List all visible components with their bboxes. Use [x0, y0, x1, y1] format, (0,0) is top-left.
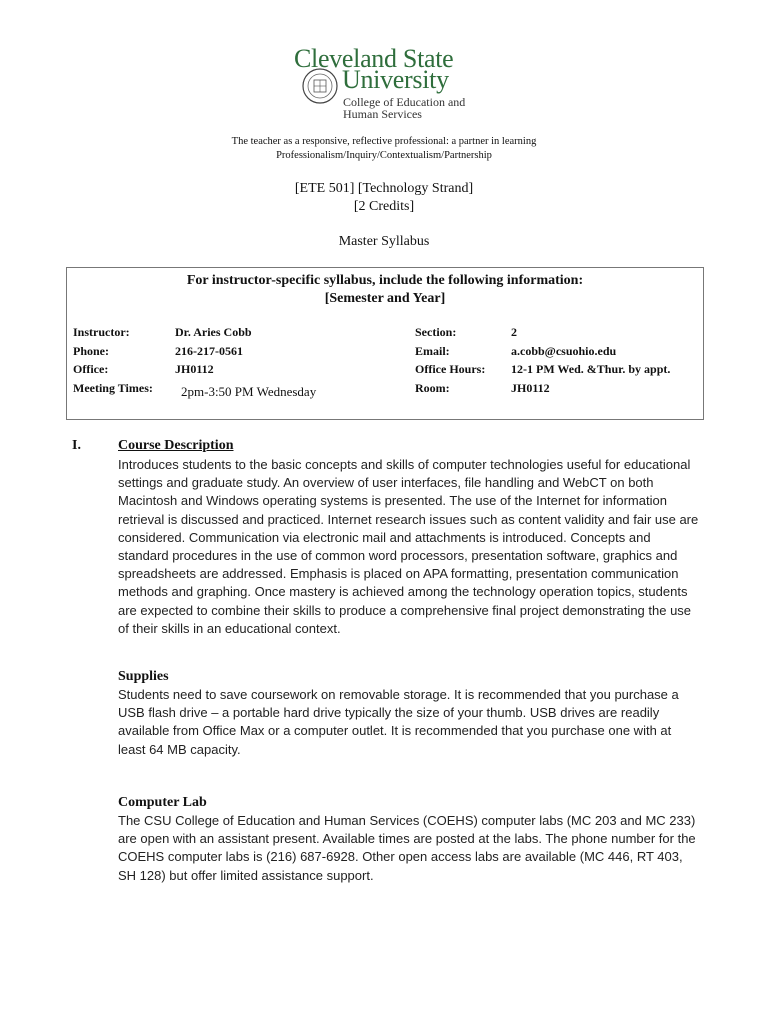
logo-name-line2: University [342, 65, 449, 94]
office-label: Office: [73, 362, 109, 376]
course-description-text: Introduces students to the basic concepts and skills of computer technologies useful for educational settings and graduate study. An overview of user interfaces, file handling and WebCT on both Macintosh and Windows operating systems is presented. The use of the Internet for information retrieval is discussed and practiced. Internet research issues such as content validity and fair use are considered. Communication via electronic mail and attachments is introduced. Concepts and standard procedures in the use of common word processors, presentation software, graphics and spreadsheets are addressed. Emphasis is placed on APA formatting, presentation communication methods and graphing. Once mastery is achieved among the technology operation topics, students are expected to combine their skills to produce a comprehensive final project demonstrating the use of their skills in an educational context. [118, 457, 699, 636]
supplies-text: Students need to save coursework on removable storage. It is recommended that you purchase a USB flash drive – a portable hard drive typically the size of your thumb. USB drives are readily available from Office Max or a computer outlet. It is recommended that you purchase one with at least 64 MB capacity. [118, 687, 679, 757]
section-value: 2 [511, 325, 517, 339]
office-hours-value: 12-1 PM Wed. &Thur. by appt. [511, 362, 671, 376]
instructor-info-box [66, 267, 704, 420]
tagline-line2: Professionalism/Inquiry/Contextualism/Partnership [276, 150, 492, 161]
logo-name-line1: Cleveland State [294, 44, 454, 73]
syllabus-title: Master Syllabus [338, 234, 430, 249]
logo-college-line1: College of Education and [343, 95, 466, 109]
room-label: Room: [415, 381, 450, 395]
info-box-semester: [Semester and Year] [324, 291, 446, 306]
email-label: Email: [415, 344, 450, 358]
email-value: a.cobb@csuohio.edu [511, 344, 617, 358]
computer-lab-heading: Computer Lab [118, 795, 207, 810]
room-value: JH0112 [511, 381, 550, 395]
section-number: I. [72, 438, 81, 453]
course-description-heading: Course Description [118, 438, 234, 453]
meeting-times-label: Meeting Times: [73, 381, 153, 395]
instructor-label: Instructor: [73, 325, 130, 339]
phone-label: Phone: [73, 344, 109, 358]
section-label: Section: [415, 325, 457, 339]
instructor-value: Dr. Aries Cobb [175, 325, 252, 339]
university-seal-icon [302, 68, 338, 104]
course-title: [ETE 501] [Technology Strand] [294, 181, 474, 196]
phone-value: 216-217-0561 [175, 344, 243, 358]
office-hours-label: Office Hours: [415, 362, 486, 376]
university-logo [294, 44, 484, 120]
supplies-heading: Supplies [118, 669, 169, 684]
info-box-title: For instructor-specific syllabus, include the following information: [186, 273, 584, 288]
meeting-times-value: 2pm-3:50 PM Wednesday [181, 384, 317, 399]
course-credits: [2 Credits] [353, 199, 415, 214]
logo-college-line2: Human Services [343, 107, 422, 121]
tagline-line1: The teacher as a responsive, reflective professional: a partner in learning [231, 136, 537, 147]
office-value: JH0112 [175, 362, 214, 376]
computer-lab-text: The CSU College of Education and Human Services (COEHS) computer labs (MC 203 and MC 233) are open with an assistant present. Available times are posted at the labs. The phone number for the COEHS computer labs is (216) 687-6928. Other open access labs are available (MC 446, RT 403, SH 128) but offer limited assistance support. [118, 813, 696, 883]
